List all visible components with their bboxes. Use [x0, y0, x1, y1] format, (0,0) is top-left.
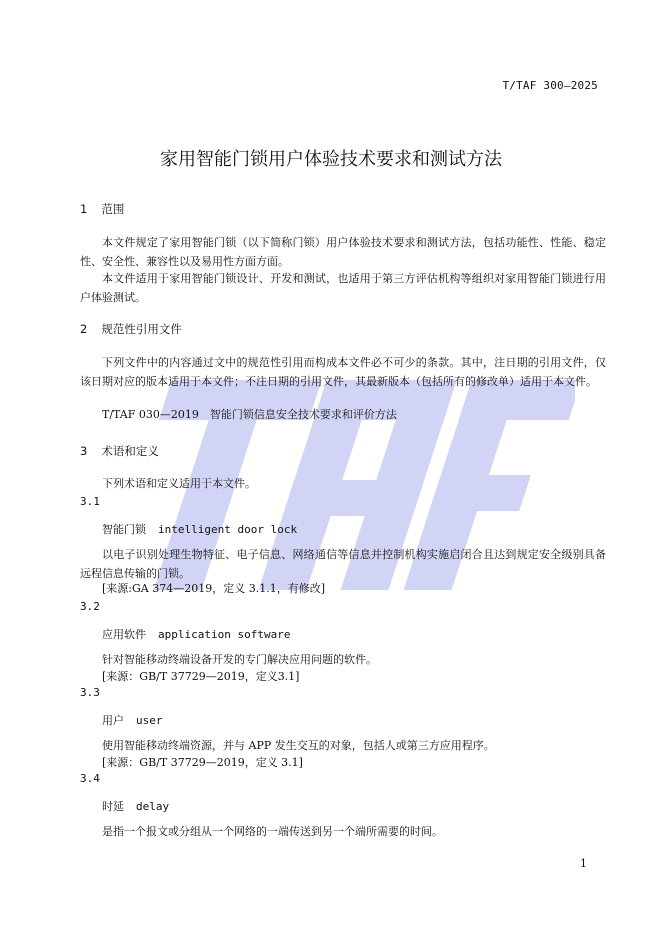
term-number: 3.2 [80, 600, 100, 613]
term-definition: 使用智能移动终端资源，并与 APP 发生交互的对象，包括人或第三方应用程序。 [102, 739, 495, 752]
term-number: 3.3 [80, 686, 100, 699]
section-1-title: 范围 [101, 202, 125, 216]
section-1-number: 1 [80, 202, 88, 216]
term-definition: 针对智能移动终端设备开发的专门解决应用问题的软件。 [102, 653, 377, 666]
section-3-title: 术语和定义 [101, 444, 159, 458]
standard-number: T/TAF 300—2025 [502, 79, 598, 92]
section-2-title: 规范性引用文件 [101, 322, 182, 336]
section-2-heading [80, 321, 182, 337]
term-name-en: delay [136, 800, 170, 813]
normative-reference: T/TAF 030—2019 智能门锁信息安全技术要求和评价方法 [102, 408, 397, 421]
term-heading [102, 798, 169, 814]
section-1-paragraph-2: 本文件适用于家用智能门锁设计、开发和测试，也适用于第三方评估机构等组织对家用智能门锁进行用户体验测试。 [80, 272, 606, 304]
term-number: 3.1 [80, 495, 100, 508]
term-source: [来源：GB/T 37729—2019，定义3.1] [102, 670, 300, 683]
section-1-heading [80, 201, 124, 217]
term-heading [102, 521, 297, 537]
section-3-heading [80, 443, 159, 459]
section-3-number: 3 [80, 444, 88, 458]
term-source: [来源：GB/T 37729—2019，定义 3.1] [102, 756, 303, 769]
document-title: 家用智能门锁用户体验技术要求和测试方法 [160, 149, 502, 170]
term-name-en: user [136, 714, 163, 727]
term-name-zh: 智能门锁 [102, 523, 146, 536]
term-name-en: application software [158, 628, 291, 641]
page-number: 1 [580, 857, 587, 870]
section-2-paragraph: 下列文件中的内容通过文中的规范性引用而构成本文件必不可少的条款。其中，注日期的引用文件，仅该日期对应的版本适用于本文件；不注日期的引用文件，其最新版本（包括所有的修改单）适用于本文件。 [80, 356, 606, 388]
term-definition: 是指一个报文或分组从一个网络的一端传送到另一个端所需要的时间。 [102, 825, 443, 838]
term-name-zh: 应用软件 [102, 628, 146, 641]
section-3-intro: 下列术语和定义适用于本文件。 [102, 477, 256, 490]
term-heading [102, 712, 163, 728]
term-name-zh: 时延 [102, 800, 124, 813]
section-2-number: 2 [80, 322, 88, 336]
term-number: 3.4 [80, 772, 100, 785]
term-source: [来源:GA 374—2019，定义 3.1.1，有修改] [102, 582, 325, 595]
term-name-en: intelligent door lock [158, 523, 298, 536]
term-heading [102, 626, 290, 642]
section-1-paragraph-1: 本文件规定了家用智能门锁（以下简称门锁）用户体验技术要求和测试方法，包括功能性、性能、稳定性、安全性、兼容性以及易用性方面方面。 [80, 236, 606, 268]
term-definition: 以电子识别处理生物特征、电子信息、网络通信等信息并控制机构实施启闭合且达到规定安全级别具备远程信息传输的门锁。 [80, 548, 606, 580]
term-name-zh: 用户 [102, 714, 124, 727]
